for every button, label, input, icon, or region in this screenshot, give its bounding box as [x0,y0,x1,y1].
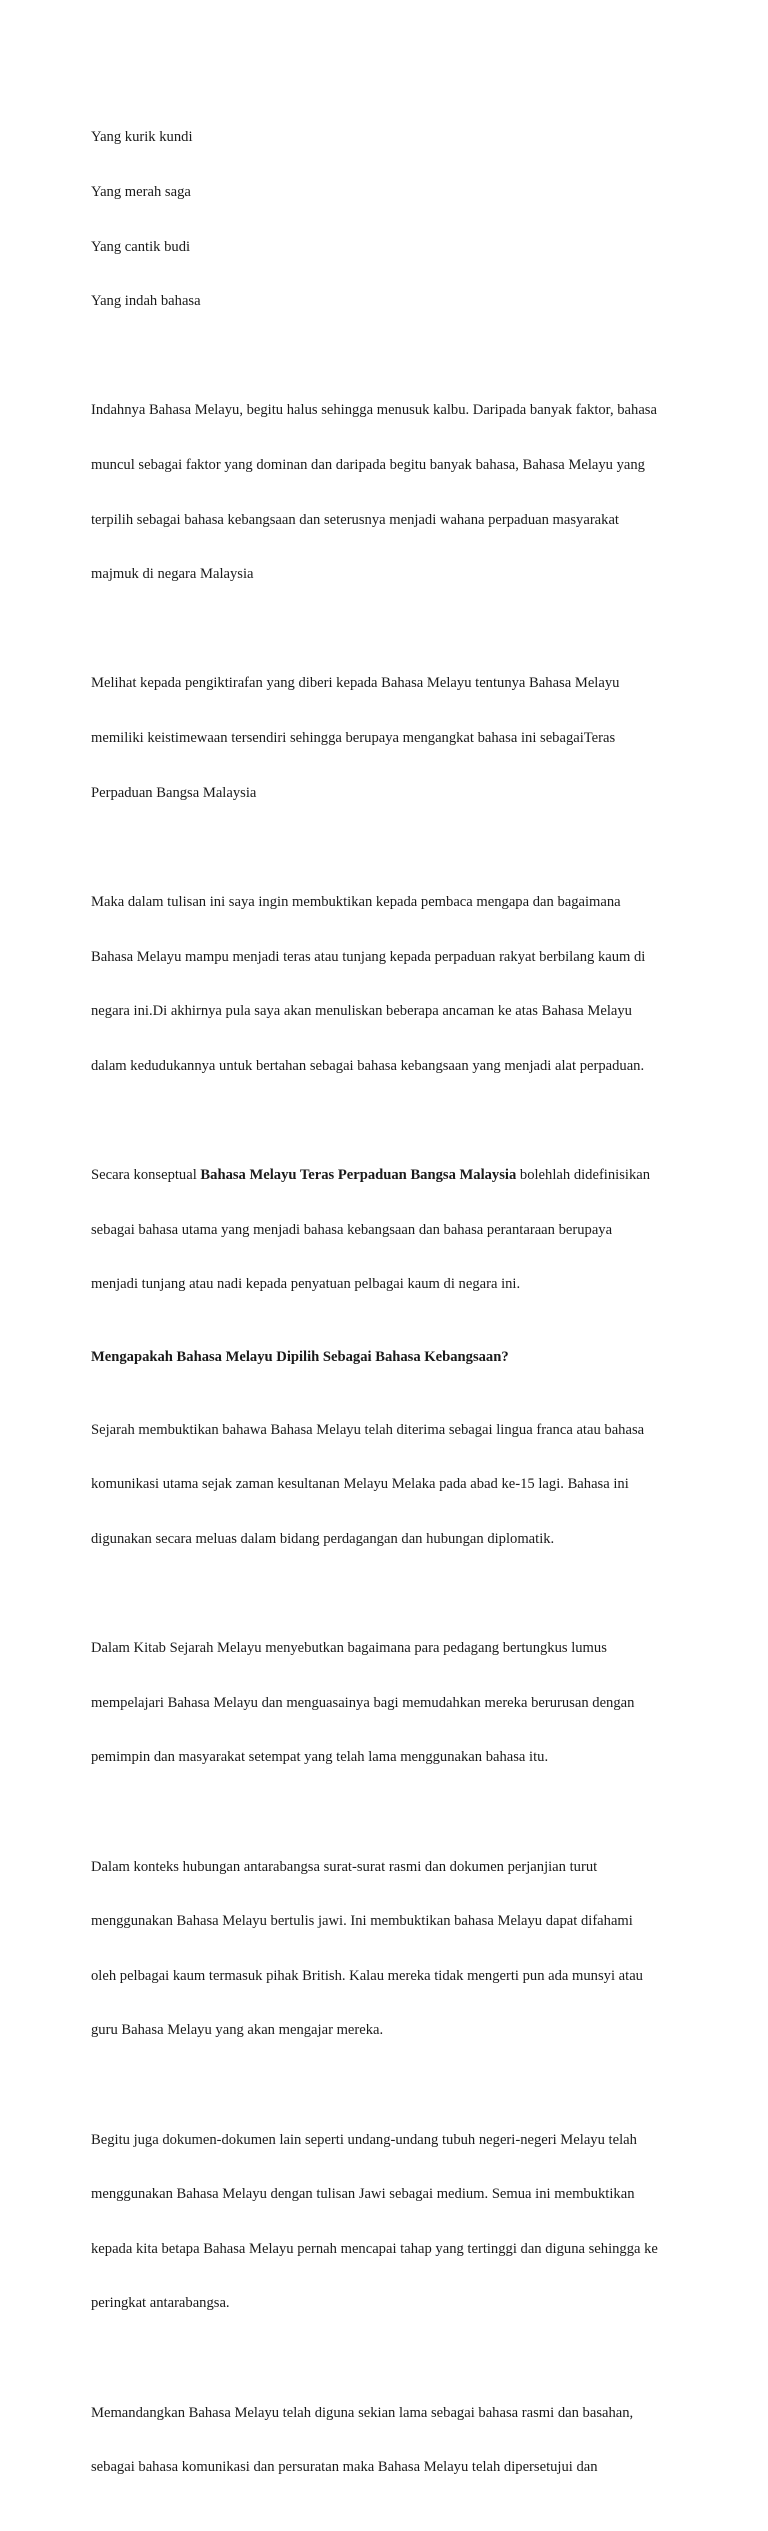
poem-line: Yang indah bahasa [91,293,201,310]
text-line: Melihat kepada pengiktirafan yang diberi kepada Bahasa Melayu tentunya Bahasa Melayu [91,675,620,692]
text-line: Dalam konteks hubungan antarabangsa surat-surat rasmi dan dokumen perjanjian turut [91,1858,598,1875]
text-line: Memandangkan Bahasa Melayu telah diguna sekian lama sebagai bahasa rasmi dan basahan, [91,2404,634,2421]
text-line: memiliki keistimewaan tersendiri sehingga berupaya mengangkat bahasa ini sebagaiTeras [91,730,616,747]
paragraph-official [91,2367,691,2513]
document-page [91,92,691,2531]
poem-line: Yang kurik kundi [91,129,193,146]
text-line: digunakan secara meluas dalam bidang perdagangan dan hubungan diplomatik. [91,1530,555,1547]
text-line: menjadi tunjang atau nadi kepada penyatuan pelbagai kaum di negara ini. [91,1276,521,1293]
text-line: terpilih sebagai bahasa kebangsaan dan seterusnya menjadi wahana perpaduan masyarakat [91,511,619,528]
text-line: oleh pelbagai kaum termasuk pihak British. Kalau mereka tidak mengerti pun ada munsyi atau [91,1967,643,1984]
paragraph-international [91,1821,691,2076]
text-line: Bahasa Melayu mampu menjadi teras atau tunjang kepada perpaduan rakyat berbilang kaum di [91,948,646,965]
text-line: komunikasi utama sejak zaman kesultanan Melayu Melaka pada abad ke-15 lagi. Bahasa ini [91,1476,629,1493]
section-heading: Mengapakah Bahasa Melayu Dipilih Sebagai Bahasa Kebangsaan? [91,1348,509,1365]
poem [91,92,691,347]
text-line: sebagai bahasa komunikasi dan persuratan maka Bahasa Melayu telah dipersetujui dan [91,2459,598,2476]
paragraph-purpose [91,856,691,1111]
text-line: Perpaduan Bangsa Malaysia [91,784,257,801]
text-line: menggunakan Bahasa Melayu dengan tulisan Jawi sebagai medium. Semua ini membuktikan [91,2186,635,2203]
text-line: Maka dalam tulisan ini saya ingin membuktikan kepada pembaca mengapa dan bagaimana [91,893,621,910]
paragraph-recognition [91,638,691,838]
concept-bold-term: Bahasa Melayu Teras Perpaduan Bangsa Malaysia [200,1166,517,1183]
text-line: menggunakan Bahasa Melayu bertulis jawi. Ini membuktikan bahasa Melayu dapat difahami [91,1913,633,1930]
poem-line: Yang cantik budi [91,238,191,255]
text-line: peringkat antarabangsa. [91,2295,230,2312]
text-line: sebagai bahasa utama yang menjadi bahasa kebangsaan dan bahasa perantaraan berupaya [91,1221,613,1238]
concept-prefix: Secara konseptual [91,1166,201,1183]
text-line: dalam kedudukannya untuk bertahan sebagai bahasa kebangsaan yang menjadi alat perpaduan. [91,1057,645,1074]
poem-line: Yang merah saga [91,184,191,201]
text-line [91,1166,691,1184]
text-line: pemimpin dan masyarakat setempat yang telah lama menggunakan bahasa itu. [91,1749,549,1766]
text-line: Begitu juga dokumen-dokumen lain seperti undang-undang tubuh negeri-negeri Melayu telah [91,2131,637,2148]
paragraph-intro [91,365,691,620]
text-line: mempelajari Bahasa Melayu dan menguasainya bagi memudahkan mereka berurusan dengan [91,1694,635,1711]
paragraph-concept [91,1130,691,1330]
paragraph-sejarah-melayu [91,1603,691,1803]
paragraph-documents [91,2094,691,2349]
text-line: kepada kita betapa Bahasa Melayu pernah mencapai tahap yang tertinggi dan diguna sehingga ke [91,2240,658,2257]
text-line: guru Bahasa Melayu yang akan mengajar mereka. [91,2022,384,2039]
text-line: majmuk di negara Malaysia [91,566,254,583]
text-line: muncul sebagai faktor yang dominan dan daripada begitu banyak bahasa, Bahasa Melayu yang [91,457,645,474]
concept-suffix: bolehlah didefinisikan [516,1166,651,1183]
text-line: Indahnya Bahasa Melayu, begitu halus sehingga menusuk kalbu. Daripada banyak faktor, bahasa [91,402,657,419]
text-line: Sejarah membuktikan bahawa Bahasa Melayu telah diterima sebagai lingua franca atau bahasa [91,1421,645,1438]
text-line: negara ini.Di akhirnya pula saya akan menuliskan beberapa ancaman ke atas Bahasa Melayu [91,1003,632,1020]
text-line: Dalam Kitab Sejarah Melayu menyebutkan bagaimana para pedagang bertungkus lumus [91,1640,607,1657]
paragraph-history [91,1384,691,1584]
